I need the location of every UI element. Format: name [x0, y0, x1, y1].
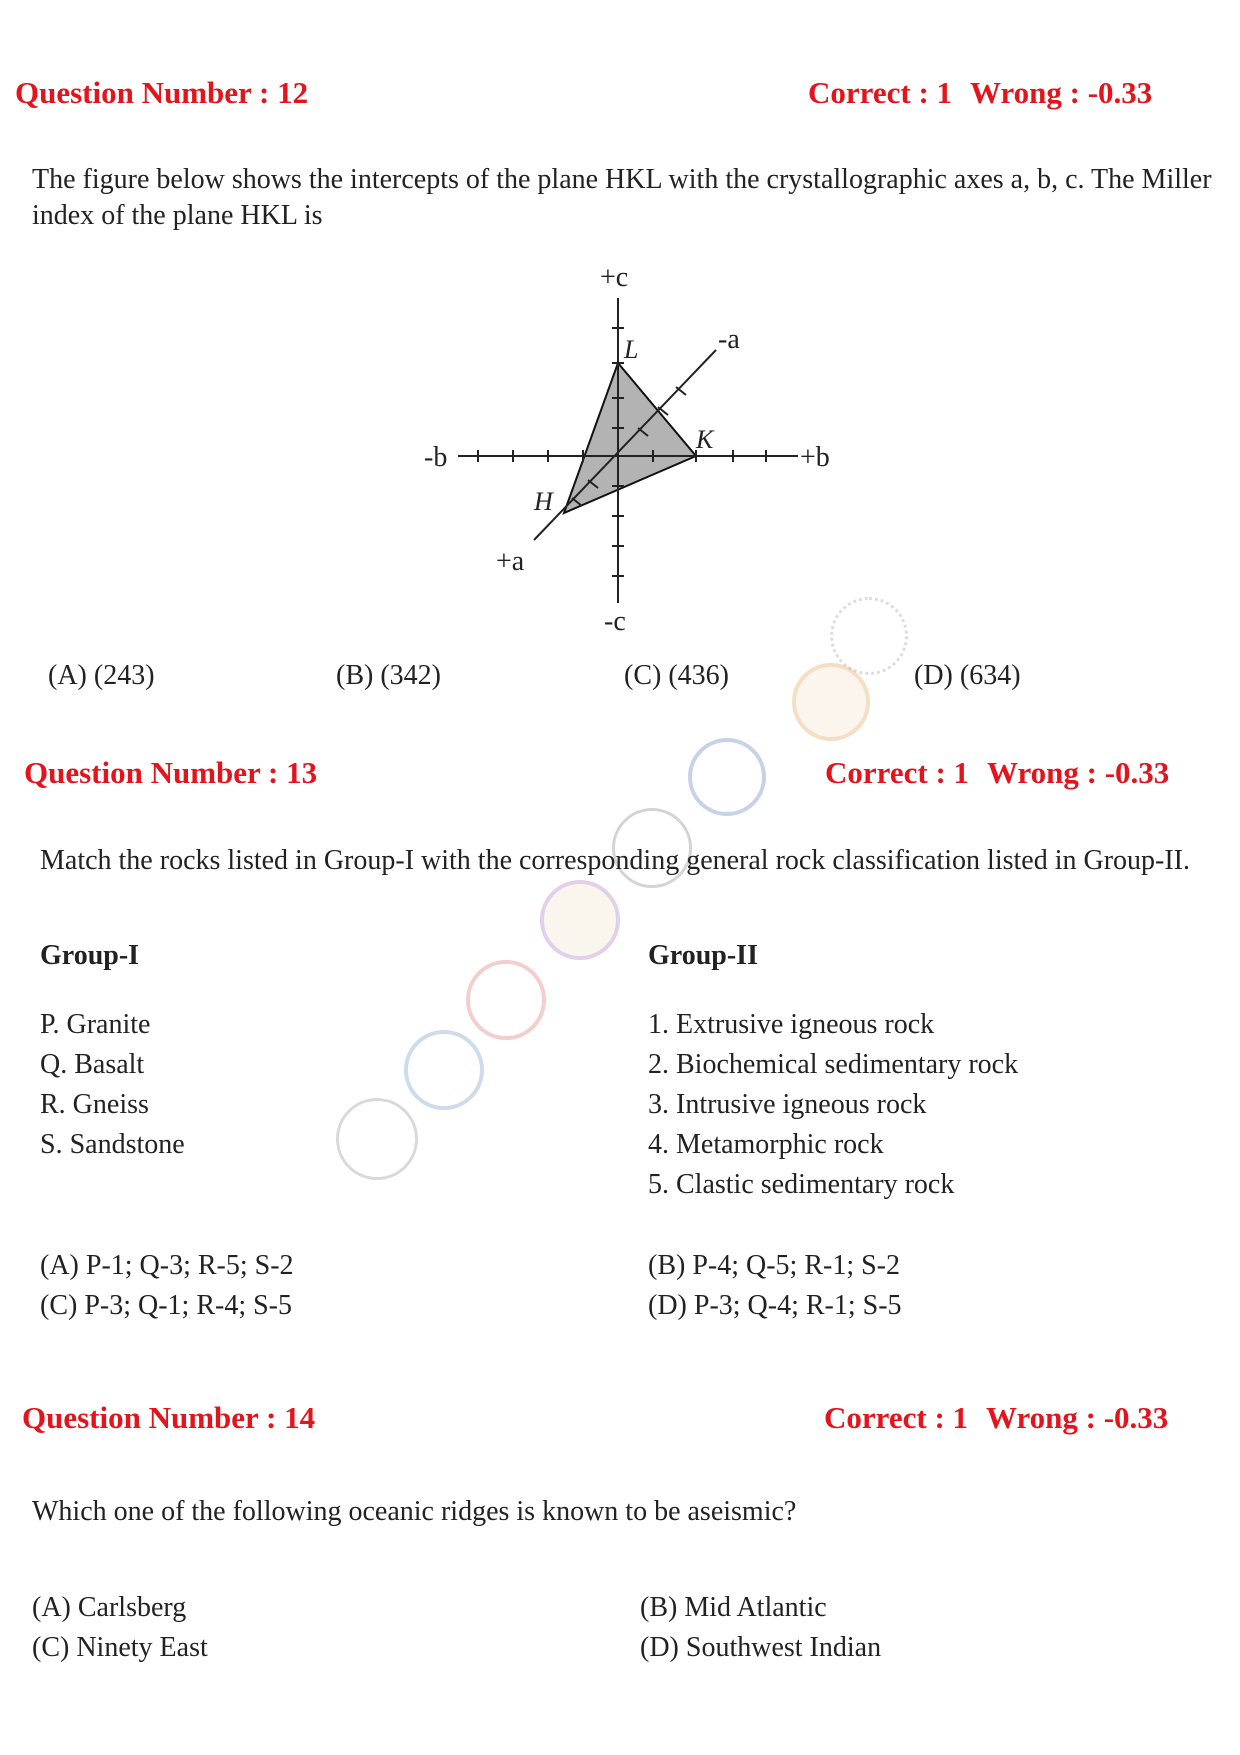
wrong-marks: Wrong : -0.33 — [986, 1400, 1169, 1435]
watermark-seal — [466, 960, 546, 1040]
label-h: H — [534, 487, 553, 516]
correct-marks: Correct : 1 — [825, 755, 970, 790]
score-info-14 — [824, 1400, 1168, 1436]
option-b[interactable]: (B) (342) — [336, 660, 441, 691]
option-c[interactable]: (C) (436) — [624, 660, 729, 691]
list-item: R. Gneiss — [40, 1089, 149, 1120]
label-minus-c: -c — [604, 606, 626, 637]
watermark-seal — [792, 663, 870, 741]
correct-marks: Correct : 1 — [824, 1400, 969, 1435]
question-number-12: Question Number : 12 — [15, 75, 309, 110]
watermark-seal — [540, 880, 620, 960]
option-a[interactable]: (A) P-1; Q-3; R-5; S-2 — [40, 1250, 294, 1281]
list-item: 1. Extrusive igneous rock — [648, 1009, 935, 1040]
label-minus-a: -a — [718, 324, 740, 355]
correct-marks: Correct : 1 — [808, 75, 953, 110]
wrong-marks: Wrong : -0.33 — [970, 75, 1153, 110]
group-2-list — [648, 1005, 1018, 1205]
question-text-12: The figure below shows the intercepts of the plane HKL with the crystallographic axes a, b, c. The Miller index of the plane HKL is — [32, 164, 1212, 231]
label-k: K — [696, 425, 714, 454]
watermark-seal — [336, 1098, 418, 1180]
plane-hkl — [564, 363, 696, 513]
list-item: Q. Basalt — [40, 1049, 145, 1080]
watermark-seal — [688, 738, 766, 816]
option-c[interactable]: (C) Ninety East — [32, 1632, 208, 1663]
option-c[interactable]: (C) P-3; Q-1; R-4; S-5 — [40, 1290, 292, 1321]
label-plus-b: +b — [800, 442, 830, 473]
option-d[interactable]: (D) Southwest Indian — [640, 1632, 882, 1663]
label-plus-a: +a — [496, 546, 525, 577]
list-item: P. Granite — [40, 1009, 151, 1040]
option-a[interactable]: (A) (243) — [48, 660, 155, 691]
question-number-14: Question Number : 14 — [22, 1400, 316, 1435]
question-number-13: Question Number : 13 — [24, 755, 318, 790]
watermark-seal — [404, 1030, 484, 1110]
score-info-13 — [825, 755, 1169, 791]
option-b[interactable]: (B) Mid Atlantic — [640, 1592, 827, 1623]
option-a[interactable]: (A) Carlsberg — [32, 1592, 187, 1623]
list-item: 3. Intrusive igneous rock — [648, 1089, 927, 1120]
wrong-marks: Wrong : -0.33 — [987, 755, 1170, 790]
label-plus-c: +c — [600, 262, 629, 293]
question-text-14: Which one of the following oceanic ridges is known to be aseismic? — [32, 1496, 797, 1527]
option-b[interactable]: (B) P-4; Q-5; R-1; S-2 — [648, 1250, 900, 1281]
list-item: 5. Clastic sedimentary rock — [648, 1169, 955, 1200]
list-item: 2. Biochemical sedimentary rock — [648, 1049, 1019, 1080]
option-d[interactable]: (D) P-3; Q-4; R-1; S-5 — [648, 1290, 902, 1321]
label-minus-b: -b — [424, 442, 448, 473]
group-1-list — [40, 1005, 185, 1165]
list-item: 4. Metamorphic rock — [648, 1129, 884, 1160]
list-item: S. Sandstone — [40, 1129, 185, 1160]
question-text-13: Match the rocks listed in Group-I with the corresponding general rock classification listed in Group-II. — [40, 845, 1191, 876]
option-d[interactable]: (D) (634) — [914, 660, 1021, 691]
group-2-title: Group-II — [648, 940, 758, 971]
label-l: L — [624, 335, 639, 364]
score-info-12 — [808, 75, 1152, 111]
crystallographic-axes-figure — [408, 258, 848, 638]
group-1-title: Group-I — [40, 940, 140, 971]
